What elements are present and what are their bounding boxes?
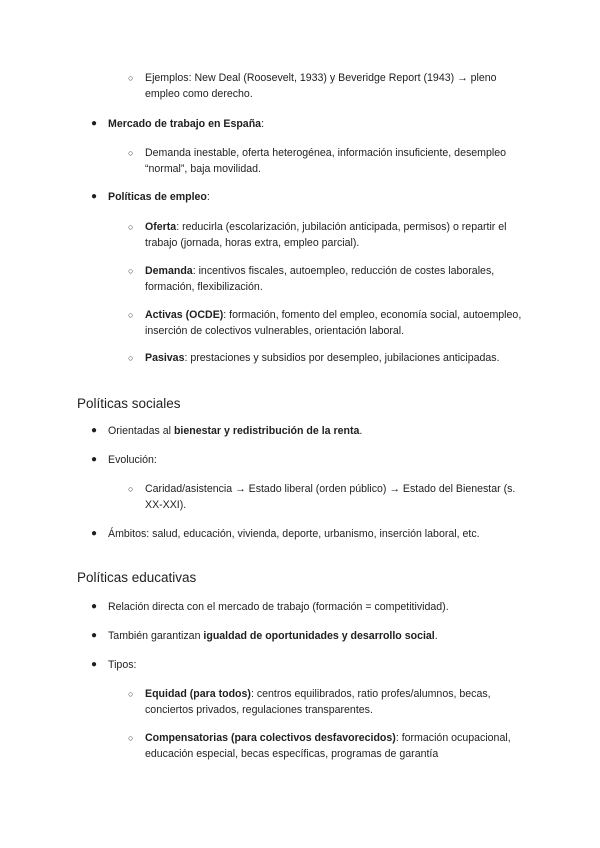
list-item-mercado-demanda (145, 145, 530, 177)
item-text: Ámbitos: salud, educación, vivienda, deporte, urbanismo, inserción laboral, etc. (108, 528, 480, 540)
item-bold: Políticas de empleo (108, 191, 207, 203)
bullet-circle: ○ (128, 353, 134, 363)
item-bold: igualdad de oportunidades y desarrollo social (203, 630, 435, 642)
bullet-circle: ○ (128, 689, 134, 699)
list-item-orientadas (108, 423, 538, 439)
list-item-relacion (108, 599, 538, 615)
list-item-activas (145, 307, 530, 339)
list-item-ambitos (108, 526, 538, 542)
bullet-circle: ○ (128, 73, 134, 83)
bullet-circle: ○ (128, 310, 134, 320)
item-bold: Pasivas (145, 352, 185, 364)
list-item-evolucion (108, 452, 538, 468)
item-text: : formación ocupacional, educación especial, becas específicas, programas de garantía (145, 732, 511, 760)
bullet-circle: ○ (128, 222, 134, 232)
bullet-circle: ○ (128, 733, 134, 743)
item-bold: Equidad (para todos) (145, 688, 251, 700)
item-text: Tipos: (108, 659, 137, 671)
list-item-compensatorias (145, 730, 530, 762)
bullet-disc: ● (91, 528, 98, 539)
item-text: : formación, fomento del empleo, economía social, autoempleo, inserción de colectivos vulnerables, orientación laboral. (145, 309, 522, 337)
item-text: : incentivos fiscales, autoempleo, reducción de costes laborales, formación, flexibilización. (145, 265, 495, 293)
section-heading-sociales: Políticas sociales (77, 396, 181, 411)
bullet-circle: ○ (128, 266, 134, 276)
list-item-pasivas (145, 350, 530, 366)
item-text: . (359, 425, 363, 437)
list-item-tipos (108, 657, 538, 673)
item-text: Orientadas al (108, 425, 174, 437)
item-bold: Oferta (145, 221, 177, 233)
bullet-disc: ● (91, 630, 98, 641)
item-text: : reducirla (escolarización, jubilación anticipada, permisos) o repartir el trabajo (jornada, horas extra, empleo parcial). (145, 221, 507, 249)
list-item-equidad (145, 686, 530, 718)
bullet-disc: ● (91, 601, 98, 612)
item-bold: bienestar y redistribución de la renta (173, 425, 360, 437)
item-bold: Activas (OCDE) (145, 309, 224, 321)
item-text: Caridad/asistencia → Estado liberal (orden público) → Estado del Bienestar (s. XX-XXI). (145, 483, 516, 511)
item-text: Evolución: (108, 454, 157, 466)
bullet-disc: ● (91, 659, 98, 670)
list-item-ejemplos (145, 70, 530, 102)
bullet-disc: ● (91, 425, 98, 436)
item-text: Demanda inestable, oferta heterogénea, información insuficiente, desempleo “normal”, baja movilidad. (145, 147, 506, 175)
list-item-mercado (108, 116, 538, 132)
item-text: : prestaciones y subsidios por desempleo, jubilaciones anticipadas. (184, 352, 500, 364)
item-text: : centros equilibrados, ratio profes/alumnos, becas, conciertos privados, regulaciones transparentes. (145, 688, 491, 716)
list-item-caridad (145, 481, 530, 513)
item-text: Ejemplos: New Deal (Roosevelt, 1933) y Beveridge Report (1943) → pleno empleo como derecho. (145, 72, 497, 100)
item-text: : (261, 118, 265, 130)
item-bold: Compensatorias (para colectivos desfavorecidos) (145, 732, 396, 744)
item-text: Relación directa con el mercado de trabajo (formación = competitividad). (108, 601, 449, 613)
bullet-circle: ○ (128, 148, 134, 158)
bullet-disc: ● (91, 118, 98, 129)
item-text: . (434, 630, 438, 642)
bullet-circle: ○ (128, 484, 134, 494)
list-item-garantizan (108, 628, 538, 644)
list-item-demanda (145, 263, 530, 295)
item-text: También garantizan (108, 630, 204, 642)
list-item-oferta (145, 219, 530, 251)
item-bold: Mercado de trabajo en España (108, 118, 262, 130)
section-heading-educativas: Políticas educativas (77, 570, 197, 585)
bullet-disc: ● (91, 454, 98, 465)
item-bold: Demanda (145, 265, 193, 277)
bullet-disc: ● (91, 191, 98, 202)
list-item-politicas-empleo (108, 189, 538, 205)
item-text: : (206, 191, 210, 203)
